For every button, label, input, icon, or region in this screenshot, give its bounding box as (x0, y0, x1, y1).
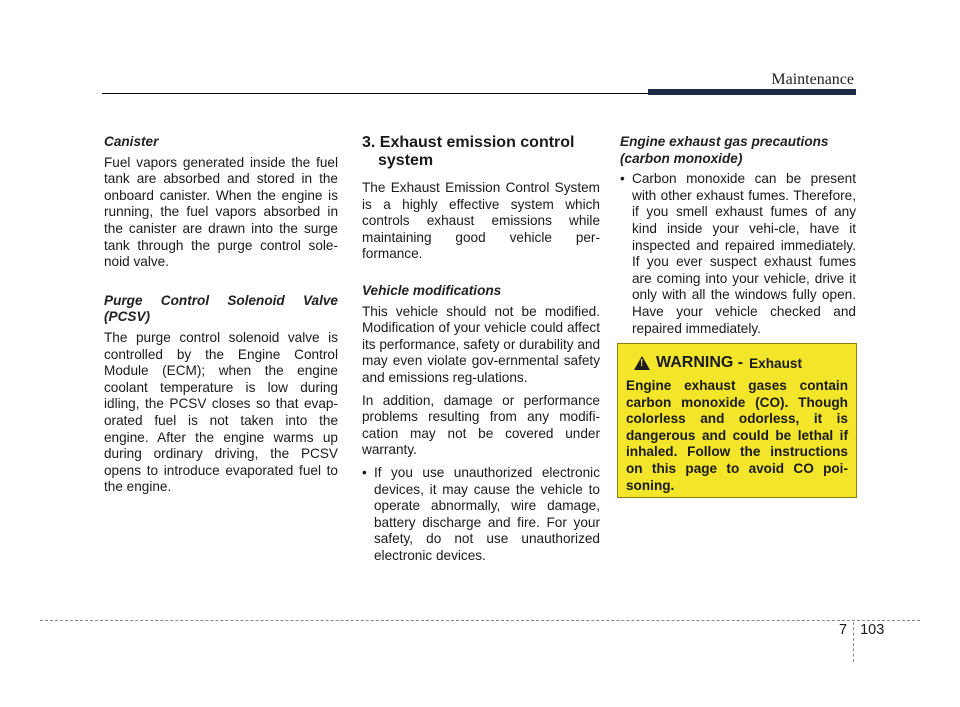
footer-rule (40, 620, 920, 621)
pcsv-heading: Purge Control Solenoid Valve (PCSV) (104, 292, 338, 325)
page-number-value: 103 (860, 622, 885, 638)
header-rule (102, 93, 650, 94)
warning-topic: Exhaust (749, 355, 802, 371)
column-right (620, 134, 856, 349)
warning-label: WARNING - (656, 354, 744, 371)
warning-triangle-icon (634, 356, 650, 370)
list-item (620, 171, 856, 337)
bullet-text: Carbon monoxide can be present with other exhaust fumes. Therefore, if you smell exhaust fumes of any kind inside your vehi-cle, have it inspected and repaired immediately. If you ever suspect exhaust fumes are coming into your vehicle, drive it only with all the windows fully open. Have your vehicle checked and repaired immediately. (632, 171, 856, 336)
page-number (839, 622, 884, 662)
intro-paragraph: The Exhaust Emission Control System is a highly effective system which controls exhaust emissions while maintaining good vehicle per-formance. (362, 180, 600, 262)
bullet-mark: • (362, 464, 367, 480)
modifications-heading: Vehicle modifications (362, 282, 502, 298)
column-left (104, 134, 338, 512)
warning-text: Engine exhaust gases contain carbon monoxide (CO). Though colorless and odorless, it is dangerous and could be lethal if inhaled. Follow the instructions on this page to avoid CO poi-soning. (626, 378, 848, 493)
bullet-text: If you use unauthorized electronic devices, it may cause the vehicle to operate abnormally, wire damage, battery discharge and fire. For your safety, do not use unauthorized electronic devices. (374, 464, 600, 563)
canister-paragraph: Fuel vapors generated inside the fuel tank are absorbed and stored in the onboard canister. When the engine is running, the fuel vapors absorbed in the canister are drawn into the surge tank through the purge control sole-noid valve. (104, 154, 338, 270)
column-middle (362, 134, 600, 576)
bullet-mark: • (620, 171, 625, 187)
header-accent-bar (648, 89, 856, 95)
pcsv-paragraph: The purge control solenoid valve is controlled by the Engine Control Module (ECM); when the engine coolant temperature is low during idling, the PCSV closes so that evap-orated fuel is not taken into the engine. After the engine warms up during ordinary driving, the PCSV opens to introduce evaporated fuel to the engine. (104, 329, 338, 495)
section-title: 3. Exhaust emission control system (362, 134, 575, 169)
modifications-paragraph-2: In addition, damage or performance problems resulting from any modifi-cation may not be covered under warranty. (362, 392, 600, 458)
canister-heading: Canister (104, 134, 159, 149)
warning-box (617, 343, 857, 498)
warning-header (626, 354, 848, 372)
precautions-heading: Engine exhaust gas precautions (carbon monoxide) (620, 134, 829, 166)
chapter-number: 7 (839, 622, 854, 662)
list-item (362, 465, 600, 565)
modifications-paragraph-1: This vehicle should not be modified. Modification of your vehicle could affect its performance, safety or durability and may even violate gov-ernmental safety and emissions reg-ulations. (362, 303, 601, 385)
header-title: Maintenance (771, 71, 854, 88)
